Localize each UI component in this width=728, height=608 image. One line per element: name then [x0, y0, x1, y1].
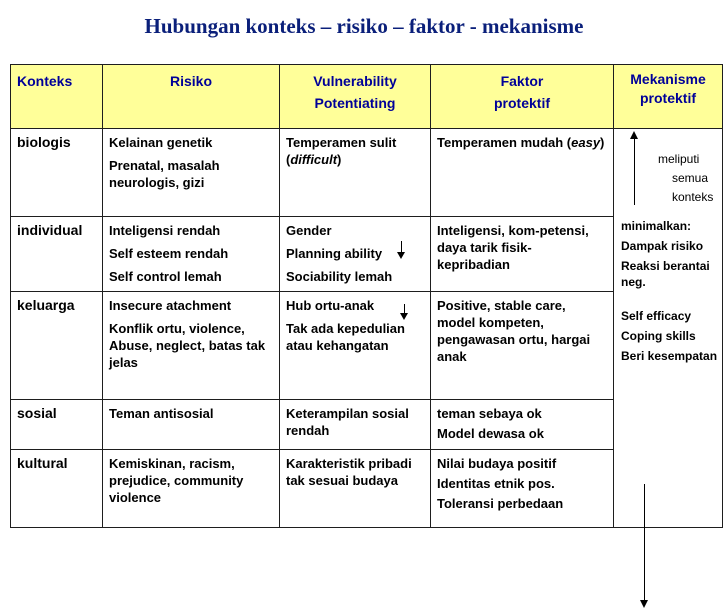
- header-vulnerability: Vulnerability Potentiating: [280, 65, 431, 129]
- faktor-cell: Inteligensi, kom-petensi, daya tarik fisik- kepribadian: [431, 217, 614, 292]
- table-row: [11, 129, 723, 217]
- risiko-cell: Kemiskinan, racism, prejudice, community violence: [103, 450, 280, 528]
- konteks-cell: kultural: [11, 450, 103, 528]
- header-risiko: Risiko: [103, 65, 280, 129]
- risiko-cell: Kelainan genetik Prenatal, masalah neurologis, gizi: [103, 129, 280, 217]
- mekanisme-note: meliputi semua konteks: [658, 152, 714, 204]
- konteks-cell: sosial: [11, 400, 103, 450]
- faktor-cell: Temperamen mudah (easy): [431, 129, 614, 217]
- konteks-cell: individual: [11, 217, 103, 292]
- vulnerability-cell: Gender Planning ability Sociability lemah: [280, 217, 431, 292]
- vulnerability-cell: Keterampilan sosial rendah: [280, 400, 431, 450]
- konteks-cell: keluarga: [11, 292, 103, 400]
- risiko-cell: Insecure atachment Konflik ortu, violence, Abuse, neglect, batas tak jelas: [103, 292, 280, 400]
- risiko-cell: Teman antisosial: [103, 400, 280, 450]
- down-arrow-icon: [401, 241, 402, 257]
- down-arrow-icon: [404, 304, 405, 318]
- faktor-cell: teman sebaya ok Model dewasa ok: [431, 400, 614, 450]
- down-arrow-icon: [644, 484, 645, 606]
- table-header-row: [11, 65, 723, 129]
- page-title: Hubungan konteks – risiko – faktor - mekanisme: [144, 14, 584, 38]
- vulnerability-cell: Karakteristik pribadi tak sesuai budaya: [280, 450, 431, 528]
- vulnerability-cell: Hub ortu-anak Tak ada kepedulian atau kehangatan: [280, 292, 431, 400]
- faktor-cell: Positive, stable care, model kompeten, pengawasan ortu, hargai anak: [431, 292, 614, 400]
- risiko-cell: Inteligensi rendah Self esteem rendah Self control lemah: [103, 217, 280, 292]
- vulnerability-cell: Temperamen sulit (difficult): [280, 129, 431, 217]
- header-faktor: Faktor protektif: [431, 65, 614, 129]
- header-mekanisme: Mekanisme protektif: [614, 65, 723, 129]
- context-risk-table: [10, 64, 723, 528]
- header-konteks: Konteks: [11, 65, 103, 129]
- faktor-cell: Nilai budaya positif Identitas etnik pos. Toleransi perbedaan: [431, 450, 614, 528]
- up-arrow-icon: [634, 133, 635, 205]
- konteks-cell: biologis: [11, 129, 103, 217]
- mekanisme-list: minimalkan: Dampak risiko Reaksi berantai neg. Self efficacy Coping skills Beri kesempatan: [621, 219, 718, 363]
